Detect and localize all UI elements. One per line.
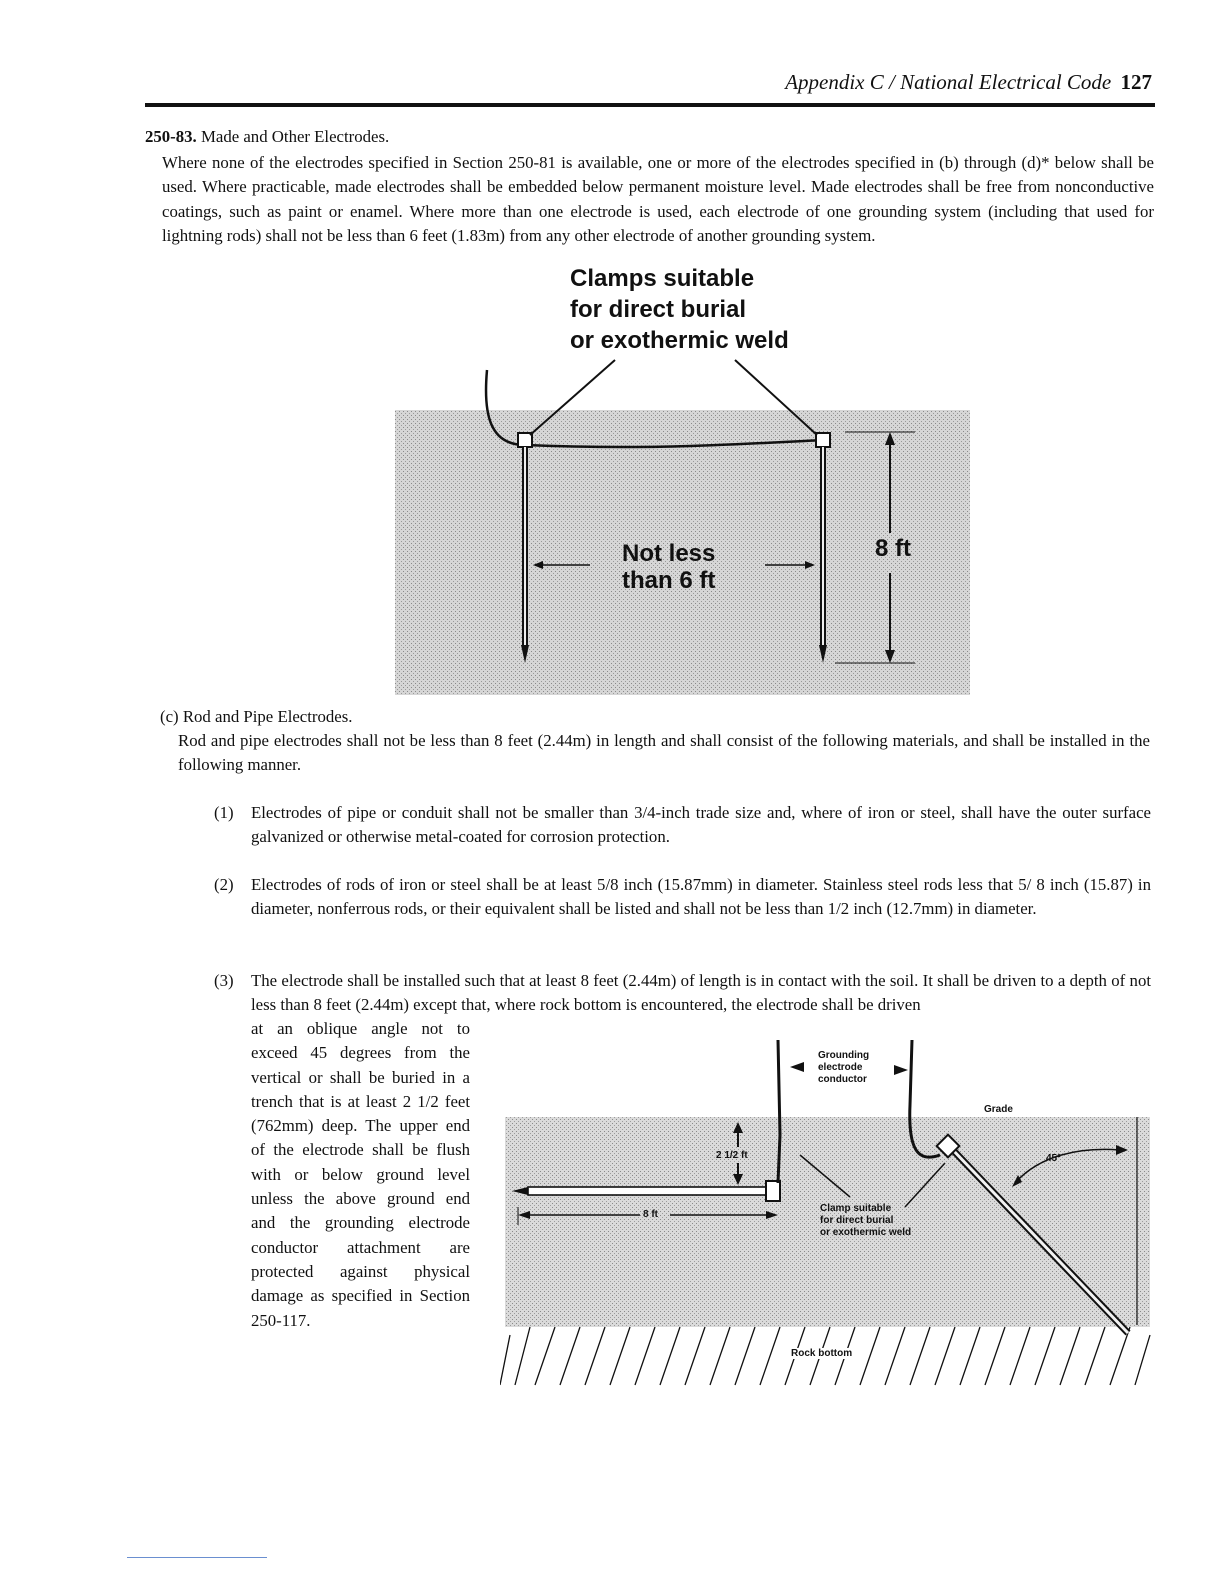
- list-item-3-text-narrow: at an oblique angle not to exceed 45 degrees from the vertical or shall be buried in a trench that is at least 2 1/2 feet (762mm) deep. The upper end of the electrode shall be flush with or below ground level unless the above ground end and the grounding electrode conductor attachment are protected against physical damage as specified in Section 250-117.: [251, 1019, 470, 1330]
- conductor-label: [818, 1050, 869, 1086]
- page-number: 127: [1120, 70, 1152, 94]
- rod-length-label: 8 ft: [643, 1209, 658, 1220]
- figure1-caption-line3: or exothermic weld: [570, 327, 789, 354]
- list-item-2-number: (2): [214, 875, 234, 894]
- spacing-label-line1: Not less: [622, 540, 716, 567]
- figure1-caption-line1: Clamps suitable: [570, 265, 755, 292]
- clamp-label-line1: Clamp suitable: [820, 1203, 892, 1214]
- figure1-rod-electrodes: [395, 355, 975, 700]
- conductor-label-line1: Grounding: [818, 1050, 870, 1061]
- conductor-left: [778, 1040, 780, 1183]
- spacing-label: [622, 540, 715, 594]
- conductor-label-line3: conductor: [818, 1074, 867, 1085]
- spacing-label-line2: than 6 ft: [622, 567, 716, 594]
- conductor-label-line2: electrode: [818, 1062, 863, 1073]
- rock-bottom-label: Rock bottom: [791, 1348, 853, 1359]
- subsection-c-heading: (c) Rod and Pipe Electrodes.: [160, 707, 353, 726]
- list-item-1-text: Electrodes of pipe or conduit shall not be smaller than 3/4-inch trade size and, where of iron or steel, shall have the outer surface galvanized or otherwise metal-coated for corrosion protection.: [251, 803, 1151, 847]
- footnote-rule: [127, 1557, 267, 1558]
- section-body: Where none of the electrodes specified in Section 250-81 is available, one or more of the electrodes specified in (b) through (d)* below shall be used. Where practicable, made electrodes shall be embedded below permanent moisture level. Made electrodes shall be free from nonconductive coatings, such as paint or enamel. Where more than one electrode is used, each electrode of one grounding system (including that used for lightning rods) shall not be less than 6 feet (1.83m) from any other electrode of another grounding system.: [162, 153, 1154, 245]
- list-item-3-number: (3): [214, 971, 234, 990]
- running-title: Appendix C / National Electrical Code: [785, 70, 1112, 94]
- section-title: Made and Other Electrodes.: [200, 127, 390, 146]
- clamp-label-line3: or exothermic weld: [820, 1227, 912, 1238]
- list-item-2: [214, 873, 1151, 922]
- angle-label: 45°: [1046, 1153, 1062, 1164]
- conductor-arrow-left: [790, 1062, 804, 1072]
- list-item-2-text: Electrodes of rods of iron or steel shall be at least 5/8 inch (15.87mm) in diameter. Stainless steel rods less that 5/ 8 inch (15.87) in diameter, nonferrous rods, or their equivalent shall be listed and shall not be less than 1/2 inch (12.7mm) in diameter.: [251, 875, 1151, 919]
- clamp-label: [820, 1203, 911, 1239]
- figure1-caption-line2: for direct burial: [570, 296, 747, 323]
- running-header: [785, 70, 1152, 95]
- section-heading: [145, 125, 1155, 149]
- trench-depth-label: 2 1/2 ft: [716, 1150, 748, 1161]
- list-item-3-text-wide: The electrode shall be installed such that at least 8 feet (2.44m) of length is in contact with the soil. It shall be driven to a depth of not less than 8 feet (2.44m) except that, where rock bottom is encountered, the electrode shall be driven: [251, 971, 1151, 1015]
- section-number: 250-83.: [145, 127, 197, 146]
- depth-label: 8 ft: [875, 535, 911, 562]
- conductor-arrow-right: [894, 1065, 908, 1075]
- list-item-1-number: (1): [214, 803, 234, 822]
- list-item-1: [214, 801, 1151, 850]
- header-rule: [145, 103, 1155, 107]
- clamp-label-line2: for direct burial: [820, 1215, 894, 1226]
- figure1-caption: [570, 263, 789, 356]
- subsection-c-body: Rod and pipe electrodes shall not be less than 8 feet (2.44m) in length and shall consist of the following materials, and shall be installed in the following manner.: [178, 731, 1150, 775]
- grade-label: Grade: [984, 1104, 1013, 1115]
- list-item-3: [214, 969, 1151, 1018]
